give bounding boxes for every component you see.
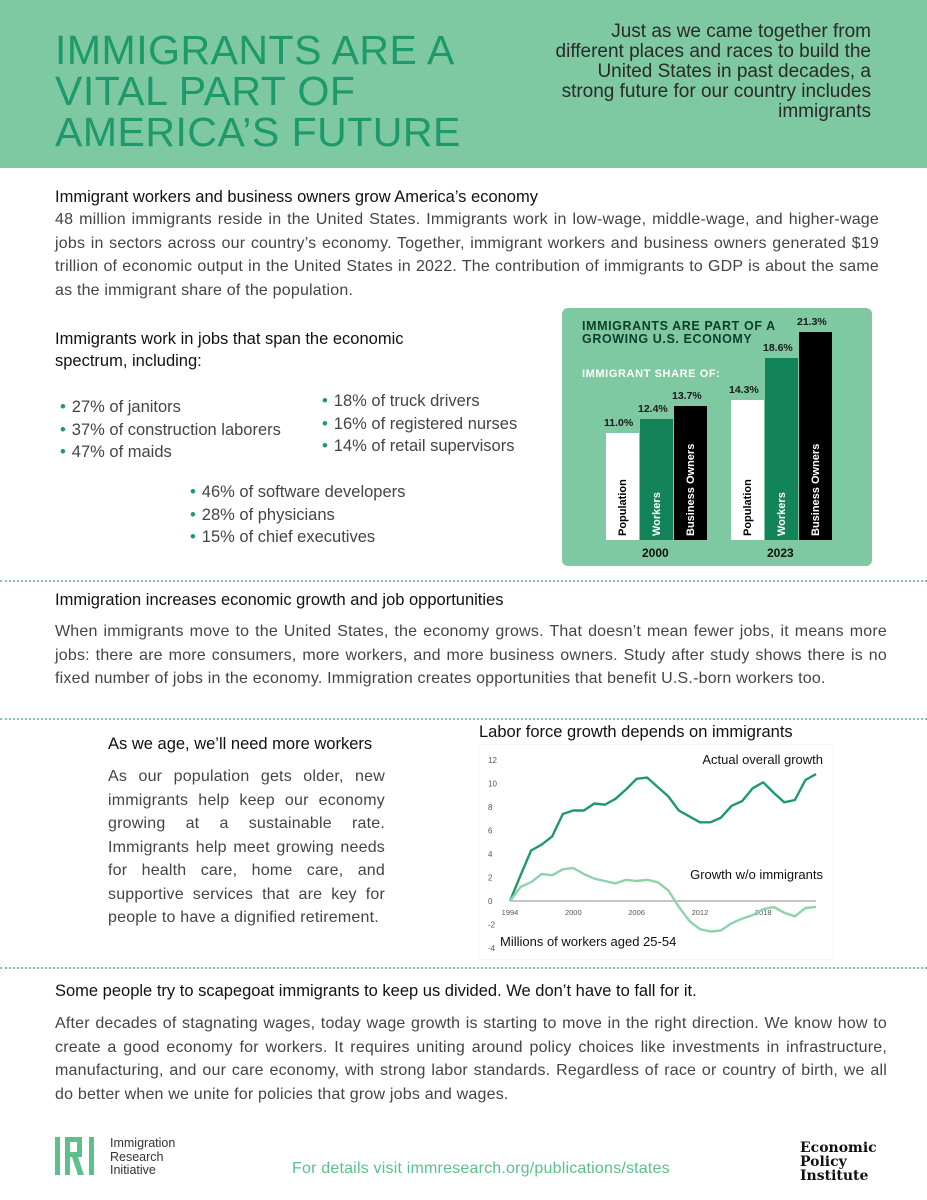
- list-item: • 18% of truck drivers: [322, 392, 480, 410]
- x-tick-label: 2006: [628, 908, 645, 917]
- list-item: • 16% of registered nurses: [322, 414, 518, 433]
- bullet-icon: •: [322, 392, 328, 410]
- bar-value-label: 12.4%: [638, 402, 668, 415]
- chart-title: IMMIGRANTS ARE PART OF A GROWING U.S. ECONOMY: [582, 319, 776, 346]
- list-item: • 15% of chief executives: [190, 528, 376, 546]
- bar-series-label: Workers: [650, 492, 663, 536]
- page-title: [55, 27, 461, 155]
- list-item: • 14% of retail supervisors: [322, 437, 515, 455]
- bar-workers-2000: [640, 419, 673, 540]
- y-tick-label: 0: [488, 897, 493, 906]
- title-line: IMMIGRANTS ARE A: [55, 27, 455, 73]
- header-tagline: Just as we came together from different places and races to build the United States in past decades, a strong future for our country includes immigrants: [555, 21, 871, 122]
- x-tick-label: 2018: [754, 908, 772, 917]
- bar-value-label: 14.3%: [729, 384, 759, 397]
- section-divider: [0, 580, 927, 582]
- bar-value-label: 18.6%: [763, 342, 793, 355]
- x-tick-label: 2000: [564, 908, 582, 917]
- y-tick-label: 8: [488, 803, 493, 812]
- economy-body: 48 million immigrants reside in the United States. Immigrants work in low-wage, middle-wage, and higher-wage jobs in sectors across our country’s economy. Together, immigrant workers and business owners generated $19 trillion of economic output in the United States in 2022. The contribution of immigrants to GDP is about the same as the immigrant share of the population.: [55, 211, 879, 299]
- epi-logo: Economic Policy Institute: [800, 1140, 877, 1184]
- bullet-icon: •: [190, 483, 196, 501]
- jobs-list-3: [190, 481, 405, 549]
- title-line: VITAL PART OF: [55, 68, 356, 114]
- labor-force-chart: [478, 744, 834, 960]
- details-link[interactable]: For details visit immresearch.org/publications/states: [292, 1160, 670, 1177]
- jobs-list-1: [60, 396, 281, 464]
- aging-heading: As we age, we’ll need more workers: [108, 735, 373, 753]
- jobs-heading: Immigrants work in jobs that span the economic spectrum, including:: [55, 330, 404, 370]
- y-tick-label: 4: [488, 850, 493, 859]
- section-divider: [0, 967, 927, 969]
- line-chart-title: Labor force growth depends on immigrants: [479, 723, 793, 741]
- x-tick-label: 1994: [501, 908, 519, 917]
- bar-workers-2023: [765, 358, 798, 540]
- bullet-icon: •: [60, 420, 66, 439]
- aging-body: As our population gets older, new immigrants help keep our economy growing at a sustainable rate. Immigrants help meet growing needs for health care, home care, and supportive services that are key for people to have a dignified retirement.: [108, 768, 385, 926]
- y-tick-label: -4: [488, 944, 496, 953]
- iri-logo-text: Immigration Research Initiative: [110, 1136, 176, 1177]
- axis-note: Millions of workers aged 25-54: [500, 934, 677, 949]
- growth-heading: Immigration increases economic growth and job opportunities: [55, 591, 504, 609]
- list-item: • 28% of physicians: [190, 505, 335, 524]
- growth-body: When immigrants move to the United States, the economy grows. That doesn’t mean fewer jobs, it means more jobs: there are more consumers, more workers, and more business owners. Study after study shows there is no fixed number of jobs in the economy. Immigration creates opportunities that benefit U.S.-born workers too.: [55, 623, 887, 687]
- bullet-icon: •: [190, 505, 196, 524]
- scapegoat-body: After decades of stagnating wages, today wage growth is starting to move in the right direction. We know how to create a good economy for workers. It requires uniting around policy choices like investments in infrastructure, manufacturing, and our care economy, with strong labor standards. Regardless of race or country of birth, we all do better when we unite for policies that grow jobs and wages.: [55, 1015, 887, 1103]
- bar-value-label: 13.7%: [672, 390, 702, 403]
- list-item: • 27% of janitors: [60, 398, 181, 416]
- section-divider: [0, 718, 927, 720]
- jobs-list-2: [322, 390, 517, 458]
- bar-series-label: Business Owners: [684, 443, 697, 536]
- y-tick-label: 12: [488, 756, 497, 765]
- bar-population-2023: [731, 400, 764, 540]
- bar-series-label: Business Owners: [809, 443, 822, 536]
- bar-category-label: 2023: [767, 546, 794, 560]
- title-line: AMERICA’S FUTURE: [55, 109, 461, 155]
- bullet-icon: •: [190, 528, 196, 546]
- economy-heading: Immigrant workers and business owners grow America’s economy: [55, 188, 538, 206]
- bar-series-label: Population: [741, 479, 754, 536]
- chart-subtitle: IMMIGRANT SHARE OF:: [582, 368, 721, 380]
- immigrant-share-chart: [562, 308, 872, 566]
- bullet-icon: •: [322, 437, 328, 455]
- list-item: • 47% of maids: [60, 443, 172, 461]
- y-tick-label: 6: [488, 826, 493, 836]
- list-item: • 37% of construction laborers: [60, 420, 281, 439]
- bar-business-owners-2023: [799, 332, 832, 540]
- bullet-icon: •: [60, 443, 66, 461]
- bar-series-label: Workers: [775, 492, 788, 536]
- iri-logo-icon: [55, 1135, 105, 1177]
- y-tick-label: -2: [488, 920, 496, 930]
- bar-value-label: 11.0%: [604, 416, 634, 429]
- bar-business-owners-2000: [674, 406, 707, 540]
- series-label: Growth w/o immigrants: [690, 867, 823, 882]
- y-tick-label: 2: [488, 873, 493, 883]
- bullet-icon: •: [322, 414, 328, 433]
- bar-category-label: 2000: [642, 546, 669, 560]
- bar-population-2000: [606, 433, 639, 541]
- y-tick-label: 10: [488, 779, 497, 789]
- bullet-icon: •: [60, 398, 66, 416]
- bar-value-label: 21.3%: [797, 315, 827, 328]
- series-label: Actual overall growth: [702, 752, 823, 767]
- list-item: • 46% of software developers: [190, 483, 406, 501]
- bar-series-label: Population: [616, 479, 629, 536]
- x-tick-label: 2012: [691, 908, 709, 917]
- scapegoat-heading: Some people try to scapegoat immigrants to keep us divided. We don’t have to fall for it.: [55, 982, 697, 1000]
